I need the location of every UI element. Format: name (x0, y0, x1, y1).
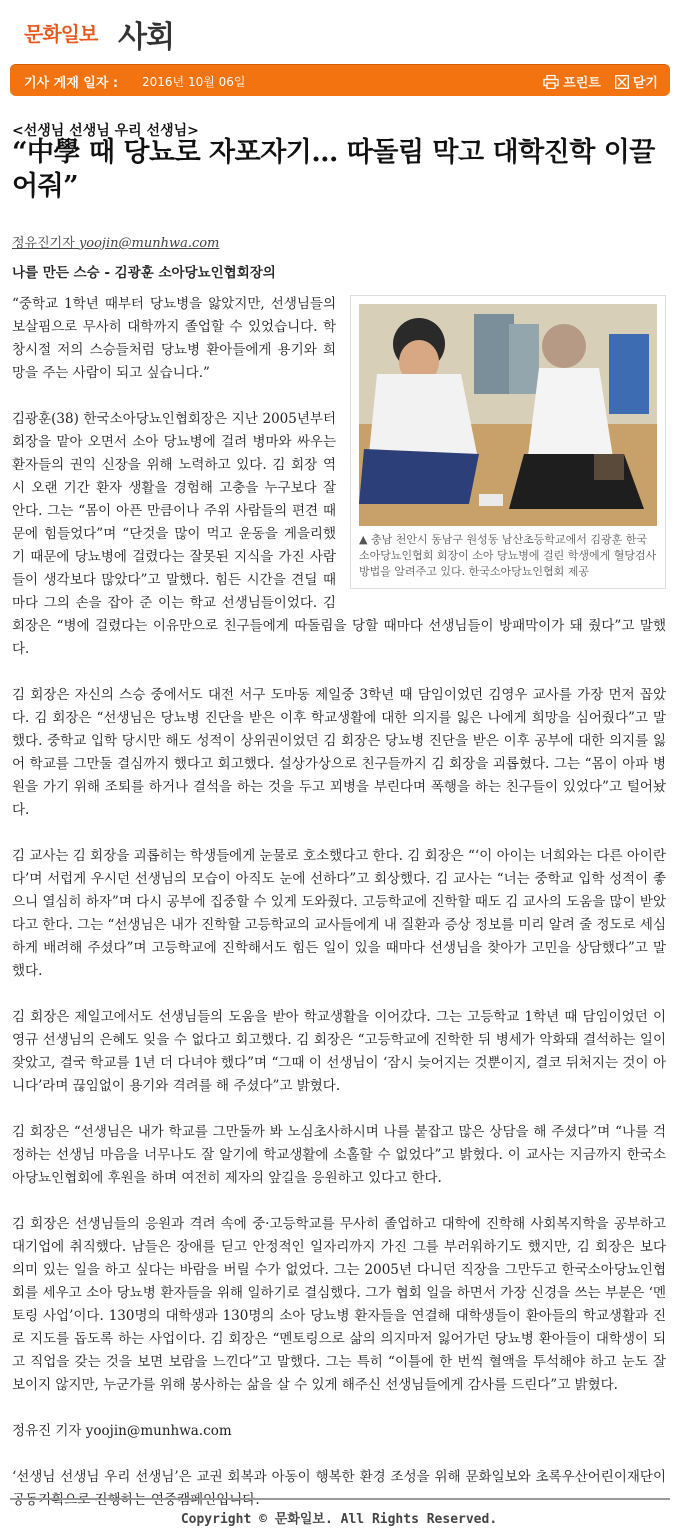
byline-email[interactable]: yoojin@munhwa.com (78, 236, 220, 251)
byline (12, 232, 219, 251)
printer-icon (543, 75, 559, 89)
close-label: 닫기 (632, 76, 658, 91)
article-kicker: <선생님 선생님 우리 선생님> (12, 123, 199, 139)
paragraph: 김 회장은 “선생님은 내가 학교를 그만둘까 봐 노심초사하시며 나를 붙잡고 많은 상담을 해 주셨다”며 “나를 걱정하는 선생님 마음을 너무나도 잘 알기에 학교생활에 소홀할 수 없었다”고 밝혔다. 이 교사는 지금까지 한국소아당뇨인협회에 후원을 하며 여전히 제자의 앞길을 응원하고 있다고 한다. (12, 1124, 666, 1186)
newspaper-logo[interactable]: 문화일보 (24, 22, 98, 46)
article-info-bar (10, 64, 670, 96)
section-title: 사회 (118, 20, 174, 55)
copyright-notice: Copyright © 문화일보. All Rights Reserved. (180, 1512, 498, 1527)
article-subhead: 나를 만든 스승 - 김광훈 소아당뇨인협회장의 (12, 265, 276, 281)
paragraph: 김 교사는 김 회장을 괴롭히는 학생들에게 눈물로 호소했다고 한다. 김 회장은 “‘이 아이는 너희와는 다른 아이란다’며 서럽게 우시던 선생님의 모습이 아직도 눈에 선하다”고 회상했다. 김 교사는 “너는 중학교 입학 성적이 좋으니 열심히 하자”며 다시 공부에 집중할 수 있게 도와줬다. 고등학교에 진학할 때도 김 교사의 도움을 많이 받았다고 한다. 그는 “선생님은 내가 진학할 고등학교의 교사들에게 내 질환과 증상 정보를 미리 알려 줄 정도로 세심하게 배려해 주셨다”며 고등학교에 진학해서도 힘든 일이 있을 때마다 선생님을 찾아가 고민을 상담했다”고 말했다. (12, 848, 666, 979)
publish-date-label: 기사 게재 일자 : (24, 76, 119, 91)
article-headline: “中學 때 당뇨로 자포자기… 따돌림 막고 대학진학 이끌어줘” (12, 137, 655, 202)
print-label: 프린트 (563, 76, 601, 91)
photo-caption: ▲ 충남 천안시 동남구 원성동 남산초등학교에서 김광훈 한국소아당뇨인협회 회장이 소아 당뇨병에 걸린 학생에게 혈당검사방법을 알려주고 있다. 한국소아당뇨인협회 제공 (359, 533, 657, 578)
masthead (0, 0, 678, 60)
publish-date-value: 2016년 10월 06일 (142, 75, 246, 89)
print-button[interactable] (543, 72, 601, 91)
campaign-note: ‘선생님 선생님 우리 선생님’은 교권 회복과 아동이 행복한 환경 조성을 위해 문화일보와 초록우산어린이재단이 공동기획으로 진행하는 연중캠페인입니다. (12, 1469, 666, 1508)
article-photo (359, 304, 657, 526)
article-photo-box (350, 295, 666, 589)
paragraph: 김 회장은 자신의 스승 중에서도 대전 서구 도마동 제일중 3학년 때 담임이었던 김영우 교사를 가장 먼저 꼽았다. 김 회장은 “선생님은 당뇨병 진단을 받은 이후 학교생활에 대한 의지를 잃은 나에게 희망을 심어줬다”고 말했다. 중학교 입학 당시만 해도 성적이 상위권이었던 김 회장은 당뇨병 진단을 받은 이후 공부에 대한 의지를 잃어 학교를 그만둘 결심까지 했다고 회고했다. 설상가상으로 친구들까지 김 회장을 괴롭혔다. 그는 “몸이 아파 병원을 가기 위해 조퇴를 하거나 결석을 하는 것을 두고 꾀병을 부린다며 폭행을 하는 친구들이 있었다”고 털어놨다. (12, 687, 666, 818)
reporter-signature: 정유진 기자 yoojin@munhwa.com (12, 1423, 232, 1439)
paragraph: 김 회장은 제일고에서도 선생님들의 도움을 받아 학교생활을 이어갔다. 그는 고등학교 1학년 때 담임이었던 이영규 선생님의 은혜도 잊을 수 없다고 회고했다. 김 회장은 “고등학교에 진학한 뒤 병세가 악화돼 결석하는 일이 잦았고, 결국 학교를 1년 더 다녀야 했다”며 “그때 이 선생님이 ‘잠시 늦어지는 것뿐이지, 결코 뒤처지는 것이 아니다’라며 끊임없이 용기와 격려를 해 주셨다”고 밝혔다. (12, 1009, 666, 1094)
paragraph: 김 회장은 선생님들의 응원과 격려 속에 중·고등학교를 무사히 졸업하고 대학에 진학해 사회복지학을 공부하고 대기업에 취직했다. 남들은 장애를 딛고 안정적인 일자리까지 가진 그를 부러워하기도 했지만, 김 회장은 보다 의미 있는 일을 하고 싶다는 바람을 버릴 수가 없었다. 그는 2005년 다니던 직장을 그만두고 한국소아당뇨인협회를 세우고 소아 당뇨병 환자들을 위해 일하기로 결심했다. 그가 협회 일을 하면서 가장 신경을 쓰는 부분은 ‘멘토링 사업’이다. 130명의 대학생과 130명의 소아 당뇨병 환자들을 연결해 대학생들이 환아들의 학교생활과 진로 지도를 돕도록 하는 사업이다. 김 회장은 “멘토링으로 삶의 의지마저 잃어가던 당뇨병 환아들이 대학생이 되고 직업을 갖는 것을 보면 보람을 느낀다”고 말했다. 그는 특히 “이틀에 한 번씩 혈액을 투석해야 하고 눈도 잘 보이지 않지만, 누군가를 위해 봉사하는 삶을 살 수 있게 해주신 선생님들에게 감사를 드린다”고 밝혔다. (12, 1216, 666, 1393)
close-box-icon (615, 75, 629, 89)
article-tools (543, 72, 658, 91)
paragraph: “중학교 1학년 때부터 당뇨병을 앓았지만, 선생님들의 보살핌으로 무사히 대학까지 졸업할 수 있었습니다. 학창시절 저의 스승들처럼 당뇨병 환아들에게 용기와 희망을 주는 사람이 되고 싶습니다.” (12, 296, 336, 381)
article-body (12, 262, 666, 1535)
paragraph: 김광훈(38) 한국소아당뇨인협회장은 지난 2005년부터 회장을 맡아 오면서 소아 당뇨병에 걸려 병마와 싸우는 환자들의 권익 신장을 위해 노력하고 있다. 김 회장 역시 오랜 기간 환자 생활을 경험해 고충을 누구보다 잘 안다. 그는 “몸이 아픈 만큼이나 주위 사람들의 편견 때문에 힘들었다”며 “단것을 많이 먹고 운동을 게을리했기 때문에 당뇨병에 걸렸다는 잘못된 지식을 가진 사람들이 생각보다 많았다”고 말했다. 힘든 시간을 견딜 때마다 그의 손을 잡아 준 이는 학교 선생님들이었다. 김 회장은 “병에 걸렸다는 이유만으로 친구들에게 따돌림을 당할 때마다 선생님들이 방패막이가 돼 줬다”고 말했다. (12, 411, 666, 657)
close-button[interactable] (615, 72, 658, 91)
byline-name: 정유진기자 (12, 236, 75, 251)
footer-divider (10, 1498, 670, 1500)
